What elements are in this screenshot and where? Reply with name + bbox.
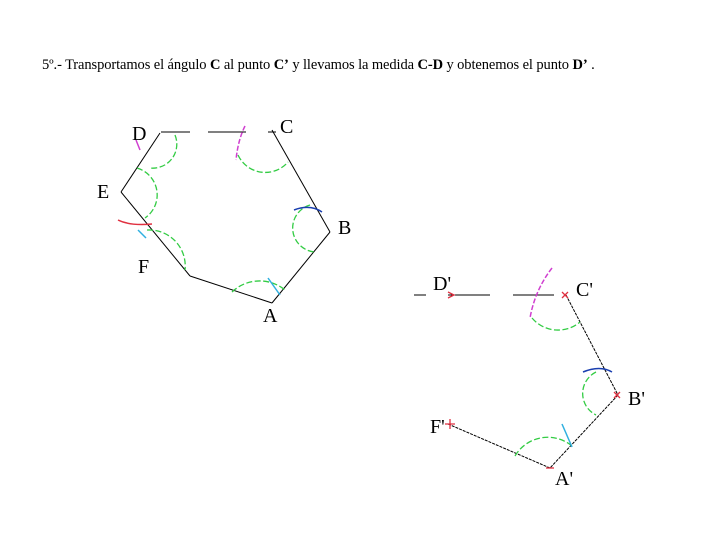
label-f-prime: F' xyxy=(430,416,445,438)
hexagon-original-sides xyxy=(121,130,330,303)
mark-b-prime-blue xyxy=(583,369,612,373)
mark-a-prime-cyan xyxy=(562,424,572,447)
caption-bold-point-c-prime: C’ xyxy=(273,57,289,73)
caption-text-4: y obtenemos el punto xyxy=(442,57,573,73)
side-cb xyxy=(272,130,330,232)
arc-c xyxy=(238,155,288,172)
label-a-prime: A' xyxy=(555,468,574,490)
side-af xyxy=(190,276,272,303)
point-f-prime xyxy=(445,419,455,429)
arc-d xyxy=(150,135,177,168)
caption-bold-measure: C-D xyxy=(417,57,443,73)
hexagon-copy xyxy=(414,268,645,490)
side-a-prime-f-prime xyxy=(448,424,550,468)
hexagon-copy-angle-arcs xyxy=(515,318,596,456)
label-d-prime: D' xyxy=(433,273,452,295)
hexagon-copy-sides xyxy=(414,295,618,468)
caption-text-3: y llevamos la medida xyxy=(288,57,418,73)
caption-bold-point-d-prime: D’ xyxy=(572,57,588,73)
label-b-prime: B' xyxy=(628,388,645,410)
label-a: A xyxy=(263,305,278,327)
arc-b xyxy=(293,205,315,252)
arc-c-prime xyxy=(532,318,580,330)
label-b: B xyxy=(338,217,352,239)
label-c: C xyxy=(280,116,294,138)
arc-a-prime xyxy=(515,437,572,456)
mark-e-red xyxy=(118,220,152,225)
arc-e xyxy=(137,168,157,218)
point-c-prime xyxy=(562,292,568,298)
mark-f-cyan xyxy=(138,230,146,238)
caption-bold-angle: C xyxy=(209,57,221,73)
arc-b-prime xyxy=(583,372,596,415)
caption-text-1: 5º.- Transportamos el ángulo xyxy=(42,57,210,73)
caption-text-5: . xyxy=(587,57,595,73)
side-c-prime-b-prime xyxy=(566,295,618,395)
hexagon-original xyxy=(97,116,351,327)
mark-a-cyan xyxy=(268,278,280,295)
caption-text-2: al punto xyxy=(220,57,274,73)
label-f: F xyxy=(138,256,150,278)
side-ba xyxy=(272,232,330,303)
mark-c-magenta xyxy=(236,126,245,160)
side-b-prime-a-prime xyxy=(550,395,618,468)
mark-c-prime-magenta xyxy=(530,268,552,318)
label-e: E xyxy=(97,181,110,203)
label-c-prime: C' xyxy=(576,279,593,301)
label-d: D xyxy=(132,123,147,145)
